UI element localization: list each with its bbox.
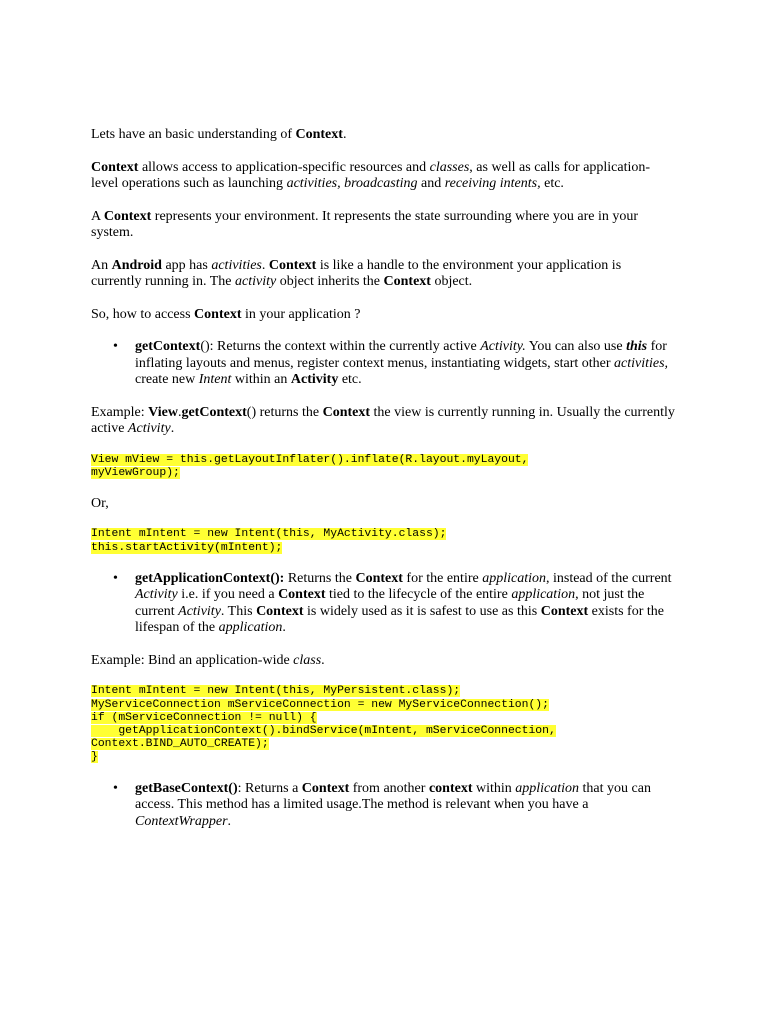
italic-term: activities: [211, 257, 262, 273]
text: etc.: [338, 372, 362, 387]
text: that you can access. This method has a limited usage.The method is relevant when you have a: [135, 780, 651, 813]
italic-term: activities,: [614, 355, 669, 371]
text: , instead of the current: [545, 570, 672, 586]
text: An: [91, 257, 112, 273]
italic-term: receiving intents,: [444, 176, 541, 191]
text: tied to the lifecycle of the entire: [325, 587, 512, 603]
list-item-getbasecontext: [113, 780, 675, 831]
text: .: [321, 652, 325, 668]
bold-term: Context: [278, 587, 326, 603]
code-line: myViewGroup);: [91, 466, 180, 479]
code-line: if (mServiceConnection != null) {: [91, 711, 317, 724]
bold-term: Context: [91, 159, 139, 175]
italic-term: ContextWrapper: [135, 813, 228, 829]
text: for the entire: [402, 570, 483, 586]
bold-term: Context: [194, 306, 242, 322]
text: , as well as calls for application-level operations such as launching: [91, 159, 651, 191]
context-definition-paragraph: [91, 160, 675, 193]
text: Lets have an basic understanding of: [91, 127, 296, 142]
bold-term: getApplicationContext():: [135, 570, 285, 586]
code-line: Intent mIntent = new Intent(this, MyActivity.class);: [91, 528, 447, 541]
text: .: [342, 127, 347, 142]
text: .: [227, 813, 232, 829]
bullet-glyph: •: [113, 780, 118, 796]
text: etc.: [540, 176, 564, 191]
bullet-list-getapplicationcontext: [91, 571, 675, 637]
text: A: [91, 208, 104, 224]
bullet-glyph: •: [113, 570, 118, 586]
text: and: [417, 176, 445, 191]
text: Example:: [91, 404, 149, 420]
text: is like a handle to the environment your application is currently running in. The: [91, 257, 622, 289]
italic-term: Activity: [178, 603, 221, 619]
bold-term: View: [148, 404, 178, 420]
italic-term: classes: [429, 159, 470, 175]
text: : Returns a: [237, 780, 302, 796]
text: .: [170, 421, 175, 436]
bold-term: Context: [322, 404, 371, 420]
italic-term: activities, broadcasting: [286, 176, 418, 191]
italic-term: application: [218, 620, 283, 636]
bold-term: Context: [383, 274, 431, 289]
code-line: MyServiceConnection mServiceConnection = new MyServiceConnection();: [91, 698, 549, 711]
text: i.e. if you need a: [177, 587, 279, 603]
code-line: this.startActivity(mIntent);: [91, 541, 283, 554]
intro-paragraph: [91, 127, 675, 144]
bold-term: getContext: [181, 404, 247, 420]
bold-term: Android: [111, 257, 162, 273]
environment-paragraph: [91, 209, 675, 242]
text: . This: [220, 603, 257, 619]
text: object.: [430, 274, 473, 289]
code-line: Intent mIntent = new Intent(this, MyPersistent.class);: [91, 685, 461, 698]
how-to-access-paragraph: [91, 307, 675, 324]
text: .: [261, 257, 269, 273]
code-block-bind-service: [91, 685, 675, 764]
code-line: View mView = this.getLayoutInflater().inflate(R.layout.myLayout,: [91, 453, 529, 466]
text: for inflating layouts and menus, register context menus, instantiating widgets, start other: [135, 339, 667, 371]
text: .: [177, 404, 182, 420]
text: .: [282, 620, 286, 636]
text: , not just the current: [135, 587, 645, 619]
italic-term: activity: [235, 274, 277, 289]
text: allows access to application-specific resources and: [138, 159, 430, 175]
bold-term: Context: [355, 570, 403, 586]
text: You can also use: [525, 339, 627, 354]
code-line: Context.BIND_AUTO_CREATE);: [91, 738, 269, 751]
text: represents your environment. It represents the state surrounding where you are in your system.: [91, 208, 639, 240]
bullet-list-getbasecontext: [91, 781, 675, 831]
text: Returns the: [284, 570, 356, 586]
bold-term: getContext: [135, 339, 201, 354]
text: () returns the: [246, 404, 323, 420]
code-line: getApplicationContext().bindService(mIntent, mServiceConnection,: [91, 724, 556, 737]
italic-term: Intent: [198, 372, 232, 387]
bold-term: Context: [103, 208, 152, 224]
italic-term: application: [511, 587, 576, 603]
document-page: [91, 127, 675, 846]
italic-term: Activity: [135, 587, 178, 603]
italic-term: application: [515, 780, 580, 796]
bold-term: context: [428, 780, 473, 796]
example-bind-paragraph: [91, 653, 675, 670]
text: the view is currently running in. Usually the currently active: [91, 404, 675, 436]
android-paragraph: [91, 258, 675, 291]
italic-term: application: [482, 570, 546, 586]
text: So, how to access: [91, 306, 195, 322]
list-item-getcontext: [113, 339, 675, 389]
text: is widely used as it is safest to use as this: [303, 603, 541, 619]
bold-term: Context: [301, 780, 350, 796]
bullet-list-getcontext: [91, 339, 675, 389]
bold-term: getBaseContext(): [135, 780, 238, 796]
bold-term: Context: [295, 127, 343, 142]
text: Example: Bind an application-wide: [91, 652, 294, 668]
text: app has: [161, 257, 212, 273]
italic-term: Activity: [127, 421, 171, 436]
or-paragraph: Or,: [91, 495, 109, 511]
bold-term: Context: [540, 603, 589, 619]
text: within an: [231, 372, 291, 387]
code-block-inflate: [91, 454, 675, 480]
text: in your application ?: [241, 306, 361, 322]
list-item-getapplicationcontext: [113, 570, 675, 637]
text: create new: [135, 372, 199, 387]
italic-term: class: [293, 652, 322, 668]
text: object inherits the: [276, 274, 384, 289]
code-block-start-activity: [91, 528, 675, 554]
text: exists for the lifespan of the: [135, 603, 664, 636]
text: from another: [349, 780, 429, 796]
code-line: }: [91, 751, 98, 764]
example-view-paragraph: [91, 405, 675, 438]
bullet-glyph: •: [113, 339, 118, 354]
bold-term: Context: [268, 257, 317, 273]
bold-italic-term: this: [626, 339, 648, 354]
italic-term: Activity.: [480, 339, 526, 354]
text: within: [472, 780, 516, 796]
bold-term: Activity: [290, 372, 339, 387]
bold-term: Context: [256, 603, 304, 619]
text: (): Returns the context within the currently active: [200, 339, 481, 354]
